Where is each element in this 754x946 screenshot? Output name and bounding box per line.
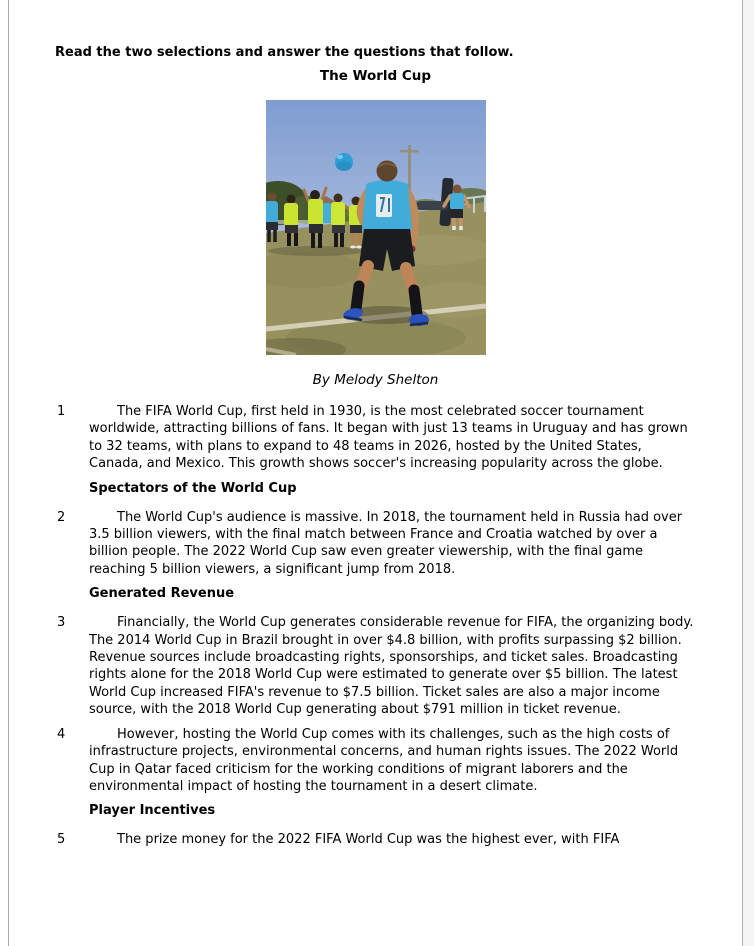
passage-title: The World Cup (319, 68, 432, 84)
paragraph-number: 1 (57, 404, 66, 419)
paragraph-number: 5 (57, 832, 66, 848)
paragraph-number: 4 (57, 726, 66, 742)
paragraph-3 (57, 614, 742, 718)
section-heading-incentives: Player Incentives (89, 803, 216, 819)
soccer-photo (266, 100, 486, 355)
soccer-ball (335, 153, 353, 171)
paragraph-number: 3 (57, 615, 66, 631)
paragraph-number: 2 (57, 509, 66, 525)
reading-passage (9, 0, 742, 946)
section-heading-revenue: Generated Revenue (89, 586, 235, 602)
paragraph-4 (57, 726, 742, 796)
instruction-text: Read the two selections and answer the questions that follow. (55, 45, 514, 60)
paragraph-text: However, hosting the World Cup comes with its challenges, such as the high costs of infrastructure projects, environmental concerns, and human rights issues. The 2022 World Cup in Qatar faced criticism for the working conditions of migrant laborers and the environmental impact of hosting the tournament in a desert climate. (89, 726, 679, 794)
paragraph-5 (57, 831, 742, 848)
paragraph-2 (57, 509, 742, 579)
paragraph-text: The FIFA World Cup, first held in 1930, is the most celebrated soccer tournament worldwide, attracting billions of fans. It began with just 13 teams in Uruguay and has grown to 32 teams, with plans to expand to 48 teams in 2026, hosted by the United States, Canada, and Mexico. This growth shows soccer's increasing popularity across the globe. (89, 404, 688, 472)
paragraph-text: Financially, the World Cup generates considerable revenue for FIFA, the organizing body. The 2014 World Cup in Brazil brought in over $4.8 billion, with profits surpassing $2 billion. Revenue sources include broadcasting rights, sponsorships, and ticket sales. Broadcasting rights alone for the 2018 World Cup were estimated to generate over $5 billion. The latest World Cup increased FIFA's revenue to $7.5 billion. Ticket sales are also a major income source, with the 2018 World Cup generating about $791 million in ticket revenue. (89, 615, 694, 718)
paragraph-text: The World Cup's audience is massive. In 2018, the tournament held in Russia had over 3.5 billion viewers, with the final match between France and Croatia watched by over a billion people. The 2022 World Cup saw even greater viewership, with the final game reaching 5 billion viewers, a significant jump from 2018. (89, 509, 683, 577)
paragraph-text: The prize money for the 2022 FIFA World Cup was the highest ever, with FIFA (117, 832, 620, 848)
soccer-photo-illustration (266, 100, 486, 355)
page-right-gutter (743, 0, 754, 946)
paragraph-1 (57, 403, 742, 473)
byline: By Melody Shelton (312, 372, 439, 388)
section-heading-spectators: Spectators of the World Cup (89, 480, 297, 496)
